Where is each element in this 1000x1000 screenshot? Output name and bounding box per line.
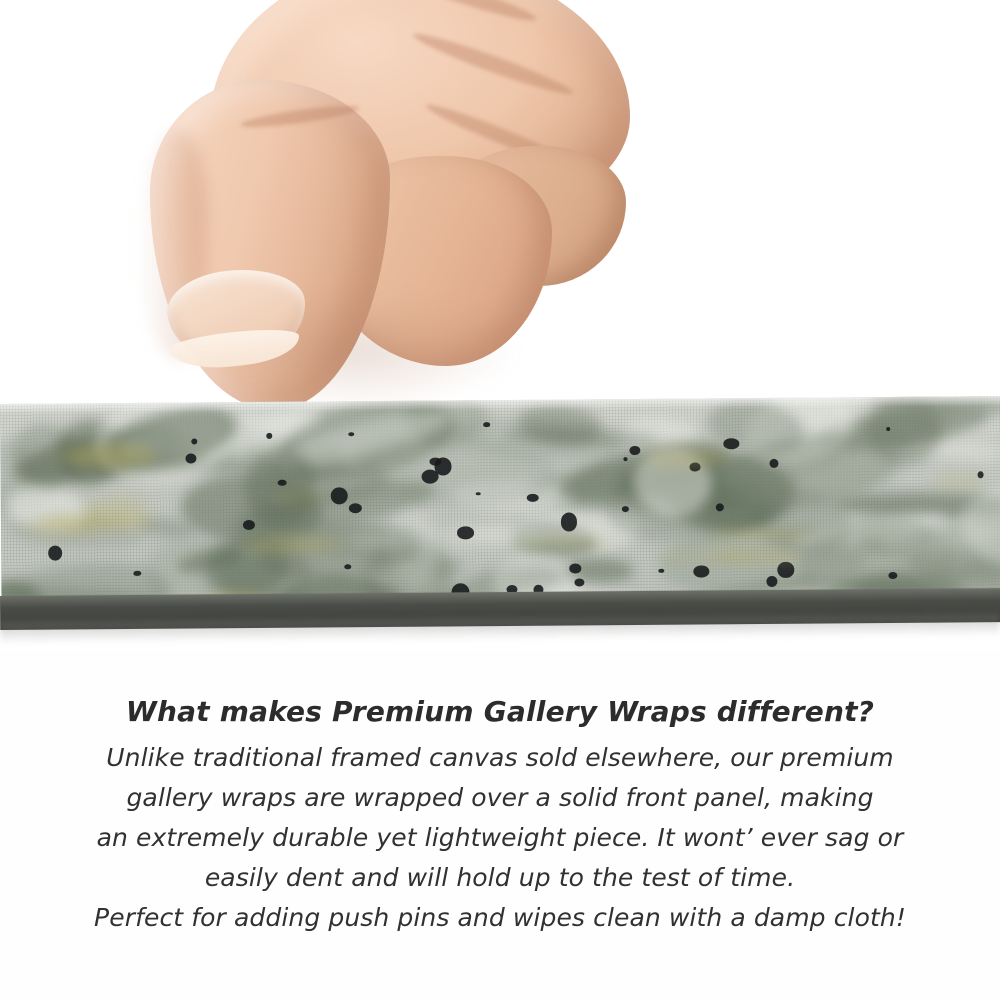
- canvas-speck: [243, 520, 256, 531]
- canvas-highlight: [934, 473, 983, 491]
- canvas-speck: [266, 433, 272, 438]
- canvas-speck: [483, 423, 490, 427]
- canvas-speck: [526, 494, 538, 503]
- canvas-speck: [622, 506, 629, 512]
- hand-illustration: [90, 0, 650, 430]
- canvas-speck: [723, 438, 740, 449]
- caption-heading: What makes Premium Gallery Wraps different?: [125, 695, 875, 728]
- canvas-highlight: [83, 495, 148, 523]
- caption-line: an extremely durable yet lightweight piece. It wont’ ever sag or: [96, 823, 904, 852]
- canvas-speck: [134, 570, 142, 576]
- canvas-speck: [348, 432, 354, 436]
- canvas-speck: [694, 566, 709, 578]
- canvas-edge-strip: [0, 396, 1000, 620]
- canvas-speck: [331, 487, 348, 504]
- canvas-mottle: [347, 530, 541, 550]
- caption-line: easily dent and will hold up to the test of time.: [204, 863, 796, 892]
- canvas-speck: [476, 492, 481, 495]
- canvas-speck: [278, 479, 286, 485]
- caption-line: Perfect for adding push pins and wipes clean with a damp cloth!: [94, 903, 906, 932]
- canvas-speck: [48, 546, 62, 561]
- canvas-speck: [888, 572, 897, 579]
- canvas-highlight: [24, 517, 101, 536]
- canvas-speck: [778, 562, 794, 578]
- caption-line: Unlike traditional framed canvas sold elsewhere, our premium: [106, 743, 894, 772]
- canvas-speck: [191, 438, 197, 444]
- caption-line: gallery wraps are wrapped over a solid front panel, making: [126, 783, 874, 812]
- canvas-speck: [629, 446, 640, 456]
- canvas-speck: [574, 578, 584, 587]
- canvas-speck: [185, 454, 196, 464]
- canvas-speck: [434, 457, 452, 475]
- canvas-highlight: [713, 549, 802, 564]
- canvas-speck: [560, 513, 577, 532]
- canvas-speck: [569, 564, 581, 573]
- caption-block: [0, 690, 1000, 938]
